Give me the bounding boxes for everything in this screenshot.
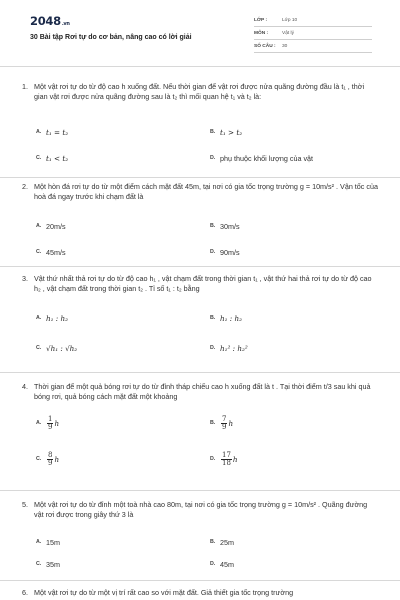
option-c[interactable]: C. t₁ < t₂ xyxy=(36,154,69,163)
question-number: 4. xyxy=(22,382,28,391)
divider xyxy=(0,372,400,373)
option-d[interactable]: D. 45m xyxy=(210,560,234,569)
question-4 xyxy=(22,382,378,492)
option-b[interactable]: B. t₁ > t₂ xyxy=(210,128,243,137)
question-6 xyxy=(22,588,378,600)
question-number: 6. xyxy=(22,588,28,597)
option-a[interactable]: A. 15m xyxy=(36,538,60,547)
option-b[interactable]: B. h₁ : h₂ xyxy=(210,314,243,323)
question-text: Một vật rơi tự do từ độ cao h xuống đất. Nếu thời gian để vật rơi được nửa quãng đường đầu là t₁ , thời gian vật rơi được nửa quãng đường sau là t₂ thì mối quan hệ t₁ và t₂ là: xyxy=(34,82,365,101)
option-d[interactable]: D. h₁² : h₂² xyxy=(210,344,248,353)
option-d[interactable]: D. 90m/s xyxy=(210,248,240,257)
meta-label: LỚP : xyxy=(254,17,268,23)
question-2 xyxy=(22,182,378,262)
option-c[interactable]: C. √h₁ : √h₂ xyxy=(36,344,78,353)
option-c[interactable]: C. 45m/s xyxy=(36,248,66,257)
meta-row-count xyxy=(254,42,372,53)
option-c[interactable]: C. $\frac{8}{9}$ h xyxy=(36,451,60,467)
fraction: $\frac{1}{9}$ xyxy=(48,415,53,431)
option-d[interactable]: D. $\frac{17}{18}$ h xyxy=(210,451,238,467)
fraction: $\frac{17}{18}$ xyxy=(222,451,231,467)
option-c[interactable]: C. 35m xyxy=(36,560,60,569)
question-number: 3. xyxy=(22,274,28,283)
option-b[interactable]: B. 25m xyxy=(210,538,234,547)
question-number: 1. xyxy=(22,82,28,91)
option-d[interactable]: D. phụ thuộc khối lượng của vật xyxy=(210,154,314,163)
question-text: Một vật rơi tự do từ đỉnh một toà nhà cao 80m, tại nơi có gia tốc trọng trường g = 10m/s² . Quãng đường vật rơi được trong giây thứ 3 là xyxy=(34,500,368,519)
divider xyxy=(0,580,400,581)
divider xyxy=(0,177,400,178)
meta-label: SỐ CÂU : xyxy=(254,43,276,49)
question-number: 5. xyxy=(22,500,28,509)
meta-label: MÔN : xyxy=(254,30,269,36)
option-a[interactable]: A. $\frac{1}{9}$ h xyxy=(36,415,60,431)
meta-row-subject xyxy=(254,29,372,40)
meta-value: 30 xyxy=(282,43,288,49)
divider xyxy=(0,266,400,267)
question-text: Một hòn đá rơi tự do từ một điểm cách mặt đất 45m, tại nơi có gia tốc trọng trường g = 10m/s² . Vận tốc của hoà đá ngay trước khi chạm đất là xyxy=(34,182,378,201)
question-3 xyxy=(22,274,378,374)
document-title: 30 Bài tập Rơi tự do cơ bản, nâng cao có lời giải xyxy=(30,34,192,41)
option-b[interactable]: B. 30m/s xyxy=(210,222,240,231)
divider xyxy=(0,66,400,67)
meta-table xyxy=(254,16,372,55)
fraction: $\frac{7}{9}$ xyxy=(222,415,227,431)
divider xyxy=(0,490,400,491)
option-a[interactable]: A. 20m/s xyxy=(36,222,66,231)
fraction: $\frac{8}{9}$ xyxy=(48,451,53,467)
site-logo[interactable]: 2048.vn xyxy=(30,14,70,28)
meta-value: Vật lý xyxy=(282,30,294,36)
question-number: 2. xyxy=(22,182,28,191)
meta-row-grade xyxy=(254,16,372,27)
option-b[interactable]: B. $\frac{7}{9}$ h xyxy=(210,415,234,431)
option-a[interactable]: A. h₁ : h₂ xyxy=(36,314,69,323)
question-text: Một vật rơi tự do từ một vị trí rất cao so với mặt đất. Giả thiết gia tốc trọng trường xyxy=(34,588,294,597)
question-5 xyxy=(22,500,378,580)
question-text: Vật thứ nhất thả rơi tự do từ độ cao h₁ , vật chạm đất trong thời gian t₁ , vật thứ hai thả rơi tự do từ độ cao h₂ , vật chạm đất trong thời gian t₂ . Tỉ số t₁ : t₂ bằng xyxy=(34,274,372,293)
question-text: Thời gian để một quả bóng rơi tự do từ đỉnh tháp chiếu cao h xuống đất là t . Tại thời điểm t/3 sau khi quả bóng rơi, quả bóng cách mặt đất một khoảng xyxy=(34,382,371,401)
question-1 xyxy=(22,82,378,172)
option-a[interactable]: A. t₁ = t₂ xyxy=(36,128,69,137)
meta-value: Lớp 10 xyxy=(282,17,298,23)
